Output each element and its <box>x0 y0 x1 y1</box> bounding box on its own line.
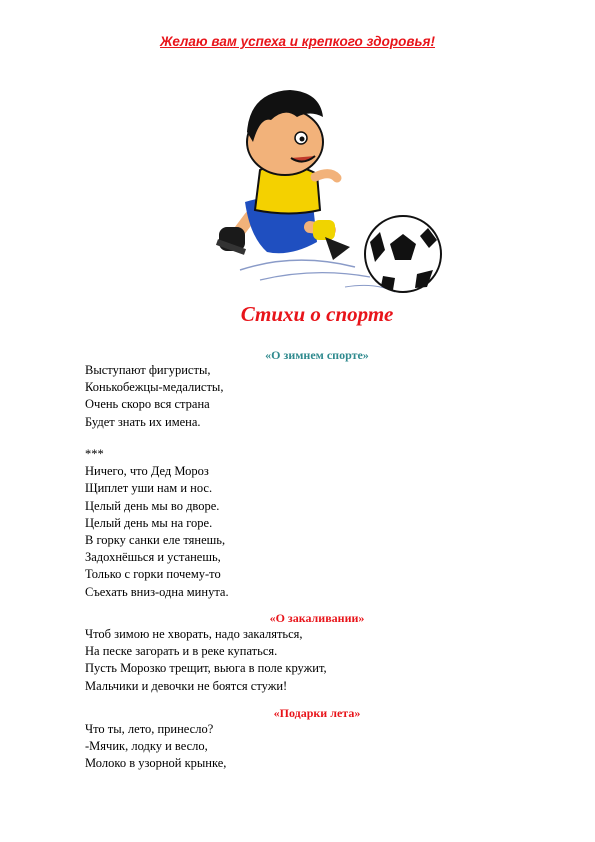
poem-line: Будет знать их имена. <box>85 414 201 429</box>
section-heading-winter-sport: «О зимнем спорте» <box>265 348 369 362</box>
poem-line: Съехать вниз-одна минута. <box>85 584 229 599</box>
poem-hardening <box>85 626 545 695</box>
page-title: Стихи о спорте <box>240 302 394 326</box>
poem-line: Очень скоро вся страна <box>85 397 210 412</box>
poem-line: Молоко в узорной крынке, <box>85 756 227 771</box>
poem-line: Чтоб зимою не хворать, надо закаляться, <box>85 627 303 641</box>
poem-summer-gifts <box>85 721 545 773</box>
poem-line: Конькобежцы-медалисты, <box>85 380 224 395</box>
poem-line: Только с горки почему-то <box>85 567 221 582</box>
greeting-banner: Желаю вам успеха и крепкого здоровья! <box>160 34 435 49</box>
poem-line: Пусть Морозко трещит, вьюга в поле кружит, <box>85 661 327 676</box>
poem-line: Целый день мы во дворе. <box>85 498 220 513</box>
poem-line: Что ты, лето, принесло? <box>85 722 214 736</box>
poem-line: Щиплет уши нам и нос. <box>85 481 213 496</box>
poem-line: Выступают фигуристы, <box>85 363 211 377</box>
poem-winter-sport <box>85 362 545 431</box>
boy-playing-football-illustration <box>205 62 455 302</box>
section-heading-hardening: «О закаливании» <box>269 611 365 625</box>
poem-line: Задохнёшься и устанешь, <box>85 550 221 565</box>
poem-line: Мальчики и девочки не боятся стужи! <box>85 678 288 693</box>
poem-ded-moroz <box>85 446 545 601</box>
poem-separator: *** <box>85 447 104 461</box>
poem-line: Ничего, что Дед Мороз <box>85 464 209 479</box>
poem-line: -Мячик, лодку и весло, <box>85 739 208 754</box>
section-heading-summer-gifts: «Подарки лета» <box>273 706 361 720</box>
poem-line: Целый день мы на горе. <box>85 515 213 530</box>
poem-line: В горку санки еле тянешь, <box>85 533 226 548</box>
poem-line: На песке загорать и в реке купаться. <box>85 644 278 659</box>
